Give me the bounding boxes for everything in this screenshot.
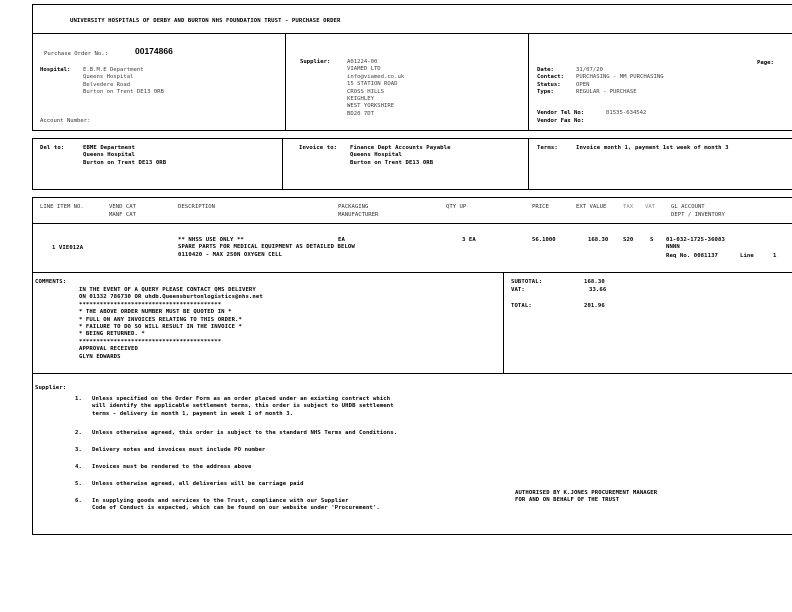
comment-line: ***************************************** xyxy=(79,338,222,345)
subtotal-value: 168.30 xyxy=(584,279,605,285)
row-qty: 3 EA xyxy=(462,237,476,243)
row-item-number: 1 VIE012A xyxy=(52,245,84,251)
note-text: Unless otherwise agreed, this order is subject to the standard NHS Terms and Conditions. xyxy=(92,430,398,436)
delivery-divider-1 xyxy=(282,138,283,190)
del-to-line: Burton on Trent DE13 0RB xyxy=(83,159,167,166)
col-header-gl-account: GL ACCOUNT xyxy=(671,204,705,210)
note-line: terms - delivery in month 1, payment in week 1 of month 3. xyxy=(92,410,294,417)
status-label: Status: xyxy=(537,81,561,88)
vendor-tel-value: 01535-634542 xyxy=(606,110,647,116)
del-to-line: Queens Hospital xyxy=(83,152,136,159)
hospital-line: Queens Hospital xyxy=(83,74,134,81)
note-number: 2. xyxy=(75,430,82,436)
note-text: Delivery notes and invoices must include PO number xyxy=(92,447,266,453)
status-value: OPEN xyxy=(576,81,590,88)
note-text: Unless otherwise agreed, all deliveries will be carriage paid xyxy=(92,481,304,487)
col-header-manufacturer: MANUFACTURER xyxy=(338,212,379,218)
note-line: will identify the applicable settlement terms, this order is subject to UHDB settlement xyxy=(92,403,394,410)
supplier-line: WEST YORKSHIRE xyxy=(347,103,395,110)
note-line: Unless specified on the Order Form as an order placed under an existing contract which xyxy=(92,396,391,402)
note-text xyxy=(92,498,380,513)
del-to-label: Del to: xyxy=(40,145,65,151)
note-number: 3. xyxy=(75,447,82,453)
vendor-tel-label: Vendor Tel No: xyxy=(537,110,585,116)
header-divider-1 xyxy=(285,33,286,131)
hospital-line: Burton on Trent DE13 0RB xyxy=(83,89,164,96)
note-number: 5. xyxy=(75,481,82,487)
supplier-line: CROSS HILLS xyxy=(347,88,385,95)
supplier-line: A01224-00 xyxy=(347,59,378,65)
authorised-line: FOR AND ON BEHALF OF THE TRUST xyxy=(515,497,620,504)
note-text: Invoices must be rendered to the address above xyxy=(92,464,252,470)
col-header-description: DESCRIPTION xyxy=(178,204,216,210)
comment-line: ***************************************** xyxy=(79,301,222,308)
row-description-line: SPARE PARTS FOR MEDICAL EQUIPMENT AS DETAILED BELOW xyxy=(178,244,355,251)
hospital-address xyxy=(83,67,164,97)
vendor-fax-label: Vendor Fax No: xyxy=(537,118,585,124)
col-header-vend-cat: VEND CAT xyxy=(109,204,136,210)
invoice-to-line: Finance Dept Accounts Payable xyxy=(350,145,451,151)
col-header-dept: DEPT / INVENTORY xyxy=(671,212,725,218)
supplier-label: Supplier: xyxy=(300,59,331,65)
row-price: 56.1000 xyxy=(532,237,556,243)
row-description-line: ** NHSS USE ONLY ** xyxy=(178,237,244,243)
contact-value: PURCHASING - MM PURCHASING xyxy=(576,74,664,81)
account-number-label: Account Number: xyxy=(40,118,91,124)
supplier-line: info@viamed.co.uk xyxy=(347,73,405,80)
authorised-line: AUTHORISED BY K.JONES PROCUREMENT MANAGER xyxy=(515,490,658,496)
col-header-ext-value: EXT VALUE xyxy=(576,204,607,210)
line-items-header-rule xyxy=(32,223,792,224)
row-gl-line: NNNN xyxy=(666,244,680,251)
invoice-to-line: Burton on Trent DE13 0RB xyxy=(350,159,434,166)
row-gl-account xyxy=(666,237,725,252)
total-value: 201.96 xyxy=(584,303,605,309)
col-header-qty: QTY UP xyxy=(446,204,467,210)
supplier-line: VIAMED LTD xyxy=(347,66,381,73)
row-line-label: Line xyxy=(740,253,754,259)
comment-line: IN THE EVENT OF A QUERY PLEASE CONTACT QMS DELIVERY xyxy=(79,287,256,293)
note-number: 4. xyxy=(75,464,82,470)
date-label: Date: xyxy=(537,67,554,73)
col-header-price: PRICE xyxy=(532,204,549,210)
col-header-tax: TAX xyxy=(623,204,634,210)
row-line-number: 1 xyxy=(773,253,777,259)
row-packaging: EA xyxy=(338,237,345,243)
vat-value: 33.66 xyxy=(589,287,607,293)
row-req-number: Req No. 0081137 xyxy=(666,253,719,259)
page-label: Page: xyxy=(757,60,774,66)
comment-line: * FULL ON ANY INVOICES RELATING TO THIS ORDER.* xyxy=(79,316,242,323)
del-to-line: EBME Department xyxy=(83,145,136,151)
hospital-label: Hospital: xyxy=(40,67,71,73)
comment-line: * BEING RETURNED. * xyxy=(79,331,145,338)
meta-labels xyxy=(537,67,564,97)
type-label: Type: xyxy=(537,89,554,96)
comment-line: * THE ABOVE ORDER NUMBER MUST BE QUOTED IN * xyxy=(79,309,232,316)
po-number: 00174866 xyxy=(135,46,173,56)
delivery-divider-2 xyxy=(528,138,529,190)
supplier-line: 15 STATION ROAD xyxy=(347,81,398,88)
row-description-line: 0110420 - MAX 250N OXYGEN CELL xyxy=(178,251,283,258)
contact-label: Contact: xyxy=(537,74,564,81)
comment-line: ON 01332 786730 OR uhdb.Queensburtonlogistics@nhs.net xyxy=(79,294,263,301)
col-header-packaging: PACKAGING xyxy=(338,204,369,210)
header-divider-2 xyxy=(528,33,529,131)
note-line: In supplying goods and services to the Trust, compliance with our Supplier xyxy=(92,498,349,504)
subtotal-label: SUBTOTAL: xyxy=(511,279,543,285)
row-tax: S20 xyxy=(623,237,634,243)
del-to-address xyxy=(83,145,166,167)
note-text xyxy=(92,396,394,418)
comment-line: * FAILURE TO DO SO WILL RESULT IN THE INVOICE * xyxy=(79,323,242,330)
terms-label: Terms: xyxy=(537,145,558,151)
po-number-label: Purchase Order No.: xyxy=(44,51,108,57)
col-header-line-item: LINE ITEM NO. xyxy=(40,204,84,210)
row-description xyxy=(178,237,355,259)
invoice-to-address xyxy=(350,145,451,167)
row-vat: S xyxy=(650,237,654,243)
col-header-manf-cat: MANF CAT xyxy=(109,212,136,218)
authorised-by xyxy=(515,490,657,505)
comments-label: COMMENTS: xyxy=(35,279,67,285)
note-number: 1. xyxy=(75,396,82,402)
supplier-line: KEIGHLEY xyxy=(347,95,374,102)
invoice-to-line: Queens Hospital xyxy=(350,152,403,159)
supplier-address xyxy=(347,59,404,118)
row-ext-value: 168.30 xyxy=(588,237,609,243)
comment-line: APPROVAL RECEIVED xyxy=(79,346,138,353)
col-header-vat: VAT xyxy=(645,204,656,210)
supplier-notes-label: Supplier: xyxy=(35,385,67,391)
vat-label: VAT: xyxy=(511,287,525,293)
invoice-to-label: Invoice to: xyxy=(299,145,338,151)
type-value: REGULAR - PURCHASE xyxy=(576,89,637,96)
date-value: 31/07/20 xyxy=(576,67,603,73)
total-label: TOTAL: xyxy=(511,303,532,309)
meta-values xyxy=(576,67,664,97)
comment-line: GLYN EDWARDS xyxy=(79,353,121,360)
row-gl-line: 01-032-1725-36083 xyxy=(666,237,725,243)
comments-text xyxy=(79,287,263,361)
terms-value: Invoice month 1, payment 1st week of month 3 xyxy=(576,145,729,151)
comments-divider xyxy=(503,272,504,374)
supplier-line: BD20 7DT xyxy=(347,110,374,117)
note-line: Code of Conduct is expected, which can be found on our website under 'Procurement'. xyxy=(92,505,380,512)
note-number: 6. xyxy=(75,498,82,504)
hospital-line: Belvedere Road xyxy=(83,81,131,88)
hospital-line: E.B.M.E Department xyxy=(83,67,144,73)
document-title: UNIVERSITY HOSPITALS OF DERBY AND BURTON NHS FOUNDATION TRUST - PURCHASE ORDER xyxy=(70,18,341,24)
